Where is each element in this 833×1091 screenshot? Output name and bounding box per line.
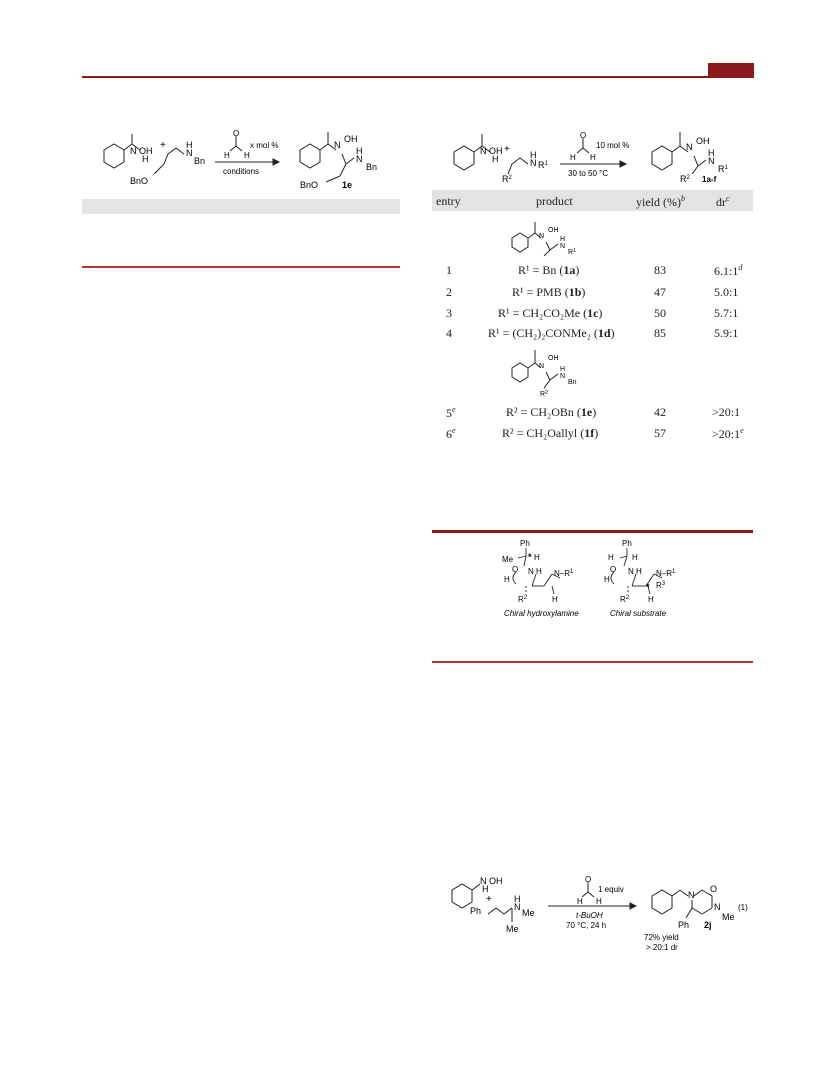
ts-n-left: N [528, 567, 534, 576]
ts-h2-right: H [632, 553, 638, 562]
ts-star-right: * [646, 582, 650, 592]
ts-h2-left: H [504, 575, 510, 584]
eq-product-me: Me [722, 912, 735, 922]
right-nh-oh: N OH [480, 146, 503, 156]
eq-equiv: 1 equiv [598, 885, 624, 894]
left-product-n: N [334, 140, 341, 150]
ts-r3-right: $R^3$ [656, 581, 666, 590]
left-plus: + [160, 140, 166, 151]
eq-me2: Me [506, 924, 519, 934]
left-product-oh: OH [344, 134, 358, 144]
row-dr: >20:1 [712, 405, 741, 419]
col-entry: entry [436, 194, 461, 208]
ts-o-left: O [512, 565, 519, 574]
s1-h: H [560, 236, 566, 243]
eq-product-n: N [688, 890, 695, 900]
eq-h: H [482, 884, 489, 894]
eq-plus: + [486, 894, 492, 905]
ts-h4-right: H [648, 595, 654, 604]
table-row [432, 285, 753, 303]
row-entry: 6e [446, 426, 456, 441]
s1-nh: N [560, 243, 566, 250]
row-entry: 1 [446, 263, 452, 277]
ts-r1-left: $N-R^1$ [554, 569, 574, 578]
left-h2: H [186, 140, 193, 150]
s1-oh: OH [548, 227, 559, 234]
row-yield: 42 [654, 405, 666, 419]
left-reaction-scheme [90, 118, 405, 198]
left-ald-h1: H [224, 151, 230, 160]
row-dr: 5.9:1 [714, 326, 739, 340]
row-yield: 85 [654, 326, 666, 340]
row-entry: 2 [446, 285, 452, 299]
right-h2: H [530, 150, 537, 160]
row-entry: 5e [446, 405, 456, 420]
table-row [432, 263, 753, 281]
left-product-bn: Bn [366, 162, 378, 172]
row-dr: $>20:1^e$ [712, 426, 744, 441]
right-compound: 1a-f [702, 175, 717, 184]
left-compound: 1e [342, 180, 353, 190]
eq-product-o: O [710, 884, 718, 894]
ts-me-left: Me [502, 555, 514, 564]
eq-solvent: t-BuOH [576, 911, 603, 920]
col-product: product [536, 194, 573, 208]
left-product-nbn: N [356, 154, 363, 164]
ts-star-left: * [528, 552, 532, 562]
left-ald-h2: H [244, 151, 250, 160]
ts-h3-left: H [552, 595, 558, 604]
left-product-bno: BnO [300, 180, 319, 190]
eq-ald-o: O [585, 875, 592, 884]
right-h: H [492, 154, 499, 164]
table-row [432, 306, 753, 324]
row-yield: 57 [654, 426, 666, 440]
ts-o-right: O [610, 565, 617, 574]
left-ald-o: O [233, 129, 240, 138]
left-conditions: conditions [223, 167, 260, 176]
s2-r: $R^2$ [540, 390, 548, 398]
ts-n-right: N [628, 567, 634, 576]
row-dr: 5.0:1 [714, 285, 739, 299]
right-product-n: N [686, 142, 693, 152]
s2-bn: Bn [568, 379, 577, 386]
row-entry: 3 [446, 306, 452, 320]
right-ald-o: O [580, 131, 587, 140]
right-product-r2: $R^2$ [680, 174, 690, 184]
row-entry: 4 [446, 326, 452, 340]
header-rule [82, 76, 754, 78]
equation-1-scheme [440, 866, 760, 962]
row-yield: 47 [654, 285, 666, 299]
row-product: R² = CH₂Oallyl (1f) [502, 426, 599, 440]
left-table-bar [82, 199, 400, 214]
eq-n: N [514, 902, 521, 912]
ts-right-caption: Chiral substrate [610, 609, 667, 618]
right-product-oh: OH [696, 136, 710, 146]
table-row [432, 426, 753, 444]
right-product-nh: N [708, 156, 715, 166]
ts-h3-right: H [604, 575, 610, 584]
eq-ald-h2: H [596, 897, 602, 906]
table-header [432, 190, 753, 211]
eq-ph: Ph [470, 906, 482, 916]
left-bn: Bn [194, 156, 206, 166]
ts-r2-left: $R^2$ [518, 595, 528, 604]
s2-nh: N [560, 373, 566, 380]
ts-nh-h-left: H [536, 567, 542, 576]
right-plus: + [504, 144, 510, 155]
s2-oh: OH [548, 355, 559, 362]
left-h: H [142, 154, 149, 164]
eq-dr: > 20:1 dr [646, 943, 678, 952]
eq-compound: 2j [704, 920, 712, 930]
s1-r: $R^1$ [568, 248, 576, 256]
ts-r2-right: $R^2$ [620, 595, 630, 604]
left-rule [82, 266, 400, 268]
right-n: N [530, 158, 537, 168]
row-dr: 6.1:1$^d$ [714, 263, 743, 278]
ts-h-right: H [608, 553, 614, 562]
col-yield: yield (%)$^b$ [636, 194, 685, 209]
right-reaction-scheme [440, 118, 755, 186]
eq-me: Me [522, 908, 535, 918]
eq-conditions: 70 °C, 24 h [566, 921, 607, 930]
row-product: R¹ = CH₂CO₂Me (1c) [498, 306, 603, 320]
left-product-h: H [356, 146, 363, 156]
right-ald-h1: H [570, 153, 576, 162]
ts-nh-h-right: H [636, 567, 642, 576]
s2-h: H [560, 366, 566, 373]
right-catalyst: 10 mol % [596, 141, 630, 150]
right-r1: $R^1$ [538, 160, 548, 170]
right-conditions: 30 to 50 °C [568, 169, 609, 178]
ts-left-caption: Chiral hydroxylamine [504, 609, 579, 618]
eq-yield: 72% yield [644, 933, 679, 942]
table-structure-1 [504, 214, 624, 264]
s2-n: N [539, 363, 545, 370]
row-yield: 50 [654, 306, 666, 320]
row-product: R¹ = (CH₂)₂CONMe₂ (1d) [488, 326, 615, 340]
eq-product-ph: Ph [678, 920, 690, 930]
eq-h2: H [514, 894, 521, 904]
eq-number: (1) [738, 903, 748, 912]
row-product: R¹ = Bn (1a) [518, 263, 580, 277]
eq-product-n2: N [714, 902, 721, 912]
right-product-h: H [708, 148, 715, 158]
figure-bottom-rule [432, 661, 753, 663]
table-structure-2 [504, 342, 624, 402]
right-product-r1: $R^1$ [718, 164, 728, 174]
right-ald-h2: H [590, 153, 596, 162]
header-tab [708, 63, 754, 77]
left-n: N [186, 148, 193, 158]
left-nh-oh: N OH [130, 146, 153, 156]
row-product: R¹ = PMB (1b) [512, 285, 586, 299]
right-r2: $R^2$ [502, 174, 512, 184]
eq-nh-oh: N OH [480, 876, 503, 886]
s1-n: N [539, 233, 545, 240]
ts-r1-right: $N-R^1$ [656, 569, 676, 578]
row-product: R² = CH₂OBn (1e) [506, 405, 597, 419]
row-yield: 83 [654, 263, 666, 277]
left-bno: BnO [130, 176, 149, 186]
eq-ald-h1: H [577, 897, 583, 906]
left-catalyst-label: x mol % [250, 141, 279, 150]
transition-state-figure [496, 536, 696, 622]
col-dr: $dr^c$ [716, 194, 730, 209]
table-row [432, 405, 753, 423]
figure-top-rule [432, 530, 753, 533]
ts-h-left: H [534, 553, 540, 562]
ts-ph-left: Ph [520, 539, 530, 548]
row-dr: 5.7:1 [714, 306, 739, 320]
ts-ph-right: Ph [622, 539, 632, 548]
